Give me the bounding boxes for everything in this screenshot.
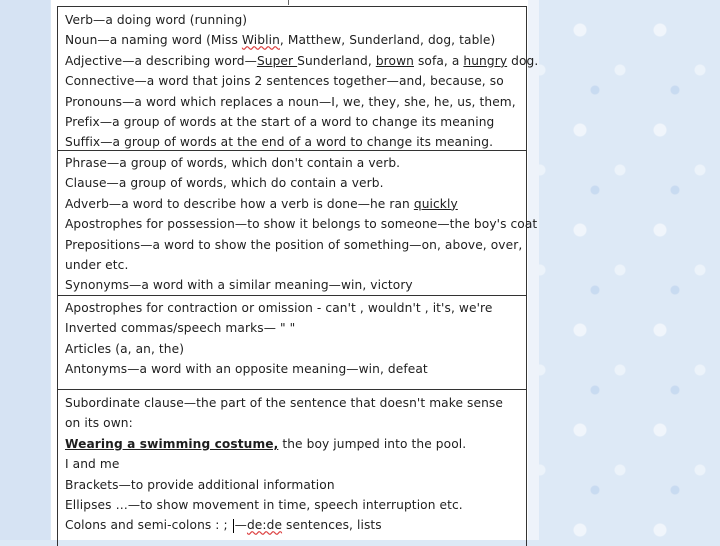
line-text: Synonyms—a word with a similar meaning—win, victory bbox=[65, 278, 413, 293]
underlined-text: Wearing a swimming costume, bbox=[65, 436, 279, 451]
glossary-line bbox=[65, 434, 526, 454]
glossary-line bbox=[65, 318, 526, 338]
text-cursor bbox=[233, 519, 234, 533]
glossary-line bbox=[65, 51, 539, 71]
glossary-line bbox=[65, 393, 526, 434]
line-text: Connective—a word that joins 2 sentences together—and, because, so bbox=[65, 74, 504, 89]
line-text: the boy jumped into the pool. bbox=[278, 436, 467, 451]
line-text: sofa, a bbox=[413, 53, 464, 68]
glossary-line bbox=[65, 214, 538, 234]
line-text: Subordinate clause—the part of the sentence that doesn't make sense on its own: bbox=[65, 396, 503, 431]
line-text: Suffix—a group of words at the end of a word to change its meaning. bbox=[65, 135, 494, 150]
grammar-glossary-table bbox=[57, 6, 539, 546]
line-text: Clause—a group of words, which do contain a verb. bbox=[65, 176, 384, 191]
glossary-line bbox=[65, 255, 526, 275]
line-text: Phrase—a group of words, which don't contain a verb. bbox=[65, 156, 401, 170]
underlined-text: brown bbox=[375, 53, 414, 68]
line-text: Articles (a, an, the) bbox=[65, 341, 185, 356]
glossary-line bbox=[65, 92, 526, 112]
line-text: sentences, lists bbox=[282, 518, 382, 533]
line-text: Inverted commas/speech marks— " " bbox=[65, 321, 296, 336]
line-text: , Matthew, Sunderland, dog, table) bbox=[279, 33, 496, 48]
spellcheck-underlined-text: Wiblin bbox=[241, 33, 280, 48]
line-text: Colons and semi-colons : ; bbox=[65, 518, 232, 533]
line-text: Prefix—a group of words at the start of a word to change its meaning bbox=[65, 115, 495, 130]
glossary-line bbox=[65, 475, 526, 495]
line-text: Prepositions—a word to show the position of something—on, above, over, bbox=[65, 237, 523, 252]
line-text: I and me bbox=[65, 457, 120, 472]
glossary-line bbox=[65, 495, 526, 515]
glossary-line bbox=[65, 112, 526, 132]
glossary-line bbox=[65, 194, 526, 214]
line-text: Sunderland, bbox=[297, 53, 376, 68]
section-word-classes bbox=[58, 7, 539, 151]
glossary-line bbox=[65, 339, 526, 359]
section-punctuation-basics bbox=[58, 296, 526, 390]
glossary-line bbox=[65, 30, 526, 50]
page-edge bbox=[527, 0, 539, 540]
glossary-line bbox=[65, 71, 526, 91]
line-text: Brackets—to provide additional information bbox=[65, 477, 335, 492]
line-text: under etc. bbox=[65, 258, 129, 273]
line-text: Verb—a doing word (running) bbox=[65, 13, 248, 27]
glossary-line bbox=[65, 515, 526, 535]
section-phrases-clauses bbox=[58, 151, 538, 296]
line-text: Adverb—a word to describe how a verb is done—he ran bbox=[65, 196, 414, 211]
line-text: Apostrophes for possession—to show it belongs to someone—the boy's coat bbox=[65, 217, 538, 232]
glossary-line bbox=[65, 132, 526, 152]
line-text: Noun—a naming word (Miss bbox=[65, 33, 242, 48]
spellcheck-underlined-text: de:de bbox=[246, 518, 283, 533]
glossary-line bbox=[65, 454, 526, 474]
line-text: Apostrophes for contraction or omission - can't , wouldn't , it's, we're bbox=[65, 301, 493, 315]
glossary-line bbox=[65, 298, 526, 318]
underlined-text: hungry bbox=[463, 53, 508, 68]
line-text: Antonyms—a word with an opposite meaning—win, defeat bbox=[65, 362, 428, 377]
glossary-line bbox=[65, 359, 526, 379]
glossary-line bbox=[65, 153, 526, 173]
underlined-text: quickly bbox=[413, 196, 458, 211]
glossary-line bbox=[65, 173, 526, 193]
section-advanced-punctuation bbox=[58, 390, 526, 536]
ruler-mark bbox=[288, 0, 289, 5]
glossary-line bbox=[65, 235, 526, 255]
line-text: Pronouns—a word which replaces a noun—I, we, they, she, he, us, them, bbox=[65, 94, 516, 109]
line-text: dog. bbox=[507, 53, 539, 68]
line-text: Adjective—a describing word— bbox=[65, 53, 257, 68]
line-text: — bbox=[234, 518, 247, 533]
slide-background-left bbox=[0, 0, 50, 540]
line-text: Ellipses …—to show movement in time, speech interruption etc. bbox=[65, 498, 463, 513]
glossary-line bbox=[65, 275, 526, 295]
glossary-line bbox=[65, 10, 526, 30]
underlined-text: Super bbox=[256, 53, 298, 68]
